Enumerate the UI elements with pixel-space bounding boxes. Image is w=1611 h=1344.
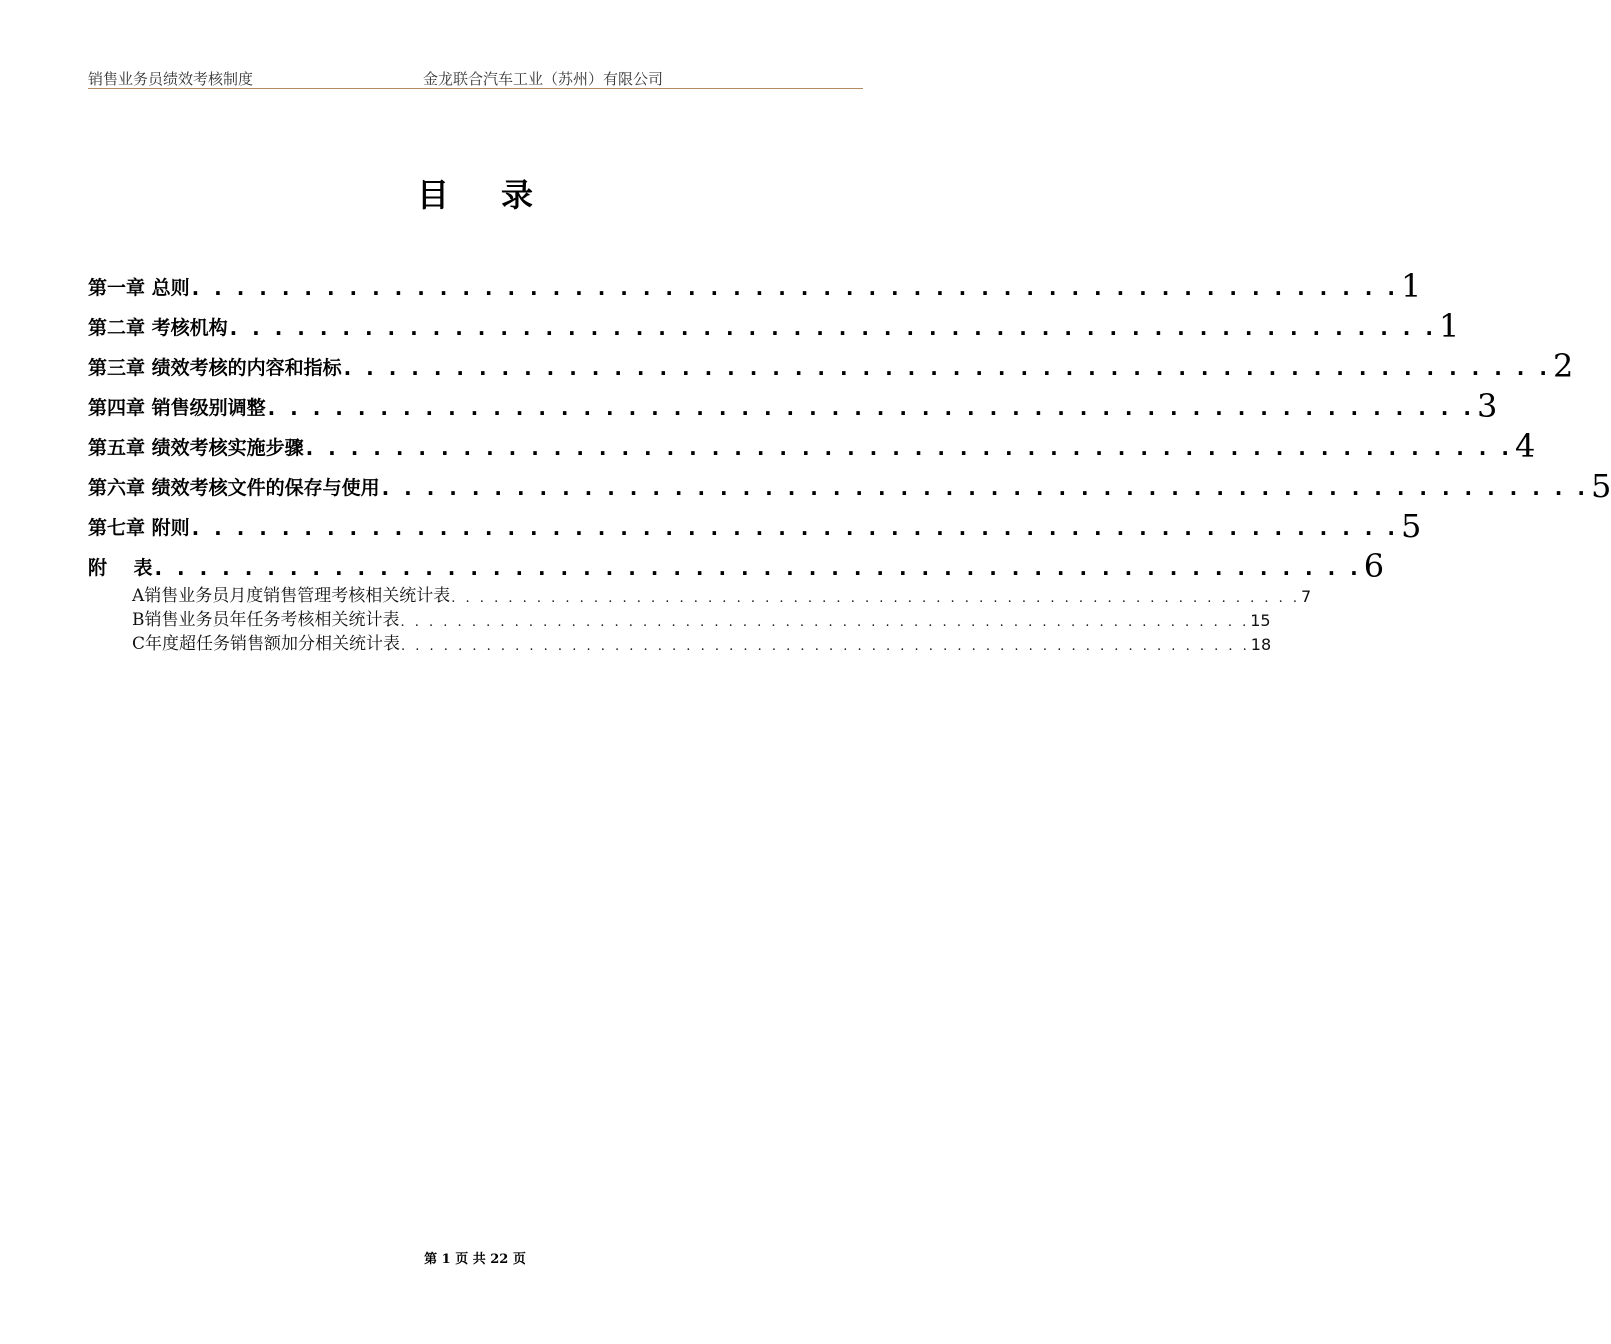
page-footer: 第 1 页 共 22 页 [424,1252,526,1267]
toc-leader-dots: . . . . . . . . . . . . . . . . . . . . . . . . . . . . . . . . . . . . . . . . . . . . . . . . . . . . . . . . . . . . [401,639,1250,654]
toc-subentry-page: 18 [1250,635,1272,654]
toc-entry-chapter-6[interactable] [88,462,1611,505]
toc-leader-dots: . . . . . . . . . . . . . . . . . . . . . . . . . . . . . . . . . . . . . . . . . . . . . . . . . . . . . . [343,356,1551,380]
toc-subentry-appendix-a[interactable] [88,582,1312,606]
toc-subentry-page: 15 [1250,611,1271,630]
table-of-contents [88,262,1611,654]
toc-leader-dots: . . . . . . . . . . . . . . . . . . . . . . . . . . . . . . . . . . . . . . . . . . . . . . . . . . . . . . [154,556,1362,580]
toc-entry-chapter-7[interactable] [88,502,1422,545]
toc-leader-dots: . . . . . . . . . . . . . . . . . . . . . . . . . . . . . . . . . . . . . . . . . . . . . . . . . . . . . . [267,396,1475,420]
toc-entry-page: 5 [1400,507,1422,545]
toc-entry-appendix[interactable] [88,542,1385,585]
toc-leader-dots: . . . . . . . . . . . . . . . . . . . . . . . . . . . . . . . . . . . . . . . . . . . . . . . . . . . . . . [229,316,1437,340]
toc-subentry-appendix-b[interactable] [88,606,1271,630]
toc-leader-dots: . . . . . . . . . . . . . . . . . . . . . . . . . . . . . . . . . . . . . . . . . . . . . . . . . . . . . . [305,436,1513,460]
toc-entry-chapter-2[interactable] [88,302,1460,345]
toc-subentry-label: B销售业务员年任务考核相关统计表 [132,610,400,630]
header-company-name: 金龙联合汽车工业（苏州）有限公司 [423,70,664,88]
toc-leader-dots: . . . . . . . . . . . . . . . . . . . . . . . . . . . . . . . . . . . . . . . . . . . . . . . . . . . . . . . . . . . . [451,591,1301,606]
toc-entry-page: 6 [1363,547,1385,585]
toc-leader-dots: . . . . . . . . . . . . . . . . . . . . . . . . . . . . . . . . . . . . . . . . . . . . . . . . . . . . . . [191,276,1399,300]
toc-entry-label: 第七章 附则 [88,517,190,539]
page-header [88,66,863,89]
toc-entry-label: 第六章 绩效考核文件的保存与使用 [88,477,380,499]
toc-entry-chapter-5[interactable] [88,422,1536,465]
toc-entry-page: 1 [1400,267,1422,305]
toc-subentry-page: 7 [1301,587,1312,606]
toc-subentry-appendix-c[interactable] [88,630,1272,654]
toc-entry-page: 3 [1476,387,1498,425]
toc-leader-dots: . . . . . . . . . . . . . . . . . . . . . . . . . . . . . . . . . . . . . . . . . . . . . . . . . . . . . . [381,476,1589,500]
toc-entry-chapter-4[interactable] [88,382,1498,425]
toc-entry-label: 第二章 考核机构 [88,317,228,339]
toc-entry-label: 第五章 绩效考核实施步骤 [88,437,304,459]
toc-title: 目录 [416,176,585,214]
toc-entry-chapter-3[interactable] [88,342,1574,385]
toc-entry-page: 2 [1552,347,1574,385]
toc-leader-dots: . . . . . . . . . . . . . . . . . . . . . . . . . . . . . . . . . . . . . . . . . . . . . . . . . . . . . . . . . . . . [400,615,1250,630]
toc-entry-label: 附 表 [88,557,153,579]
toc-entry-page: 5 [1590,467,1611,505]
toc-entry-label: 第一章 总则 [88,277,190,299]
toc-leader-dots: . . . . . . . . . . . . . . . . . . . . . . . . . . . . . . . . . . . . . . . . . . . . . . . . . . . . . . [191,516,1399,540]
toc-entry-page: 4 [1514,427,1536,465]
toc-subentry-label: C年度超任务销售额加分相关统计表 [132,634,401,654]
toc-subentry-label: A销售业务员月度销售管理考核相关统计表 [132,586,451,606]
toc-entry-label: 第四章 销售级别调整 [88,397,266,419]
toc-entry-label: 第三章 绩效考核的内容和指标 [88,357,342,379]
toc-entry-chapter-1[interactable] [88,262,1422,305]
toc-entry-page: 1 [1438,307,1460,345]
header-document-title: 销售业务员绩效考核制度 [88,70,254,88]
